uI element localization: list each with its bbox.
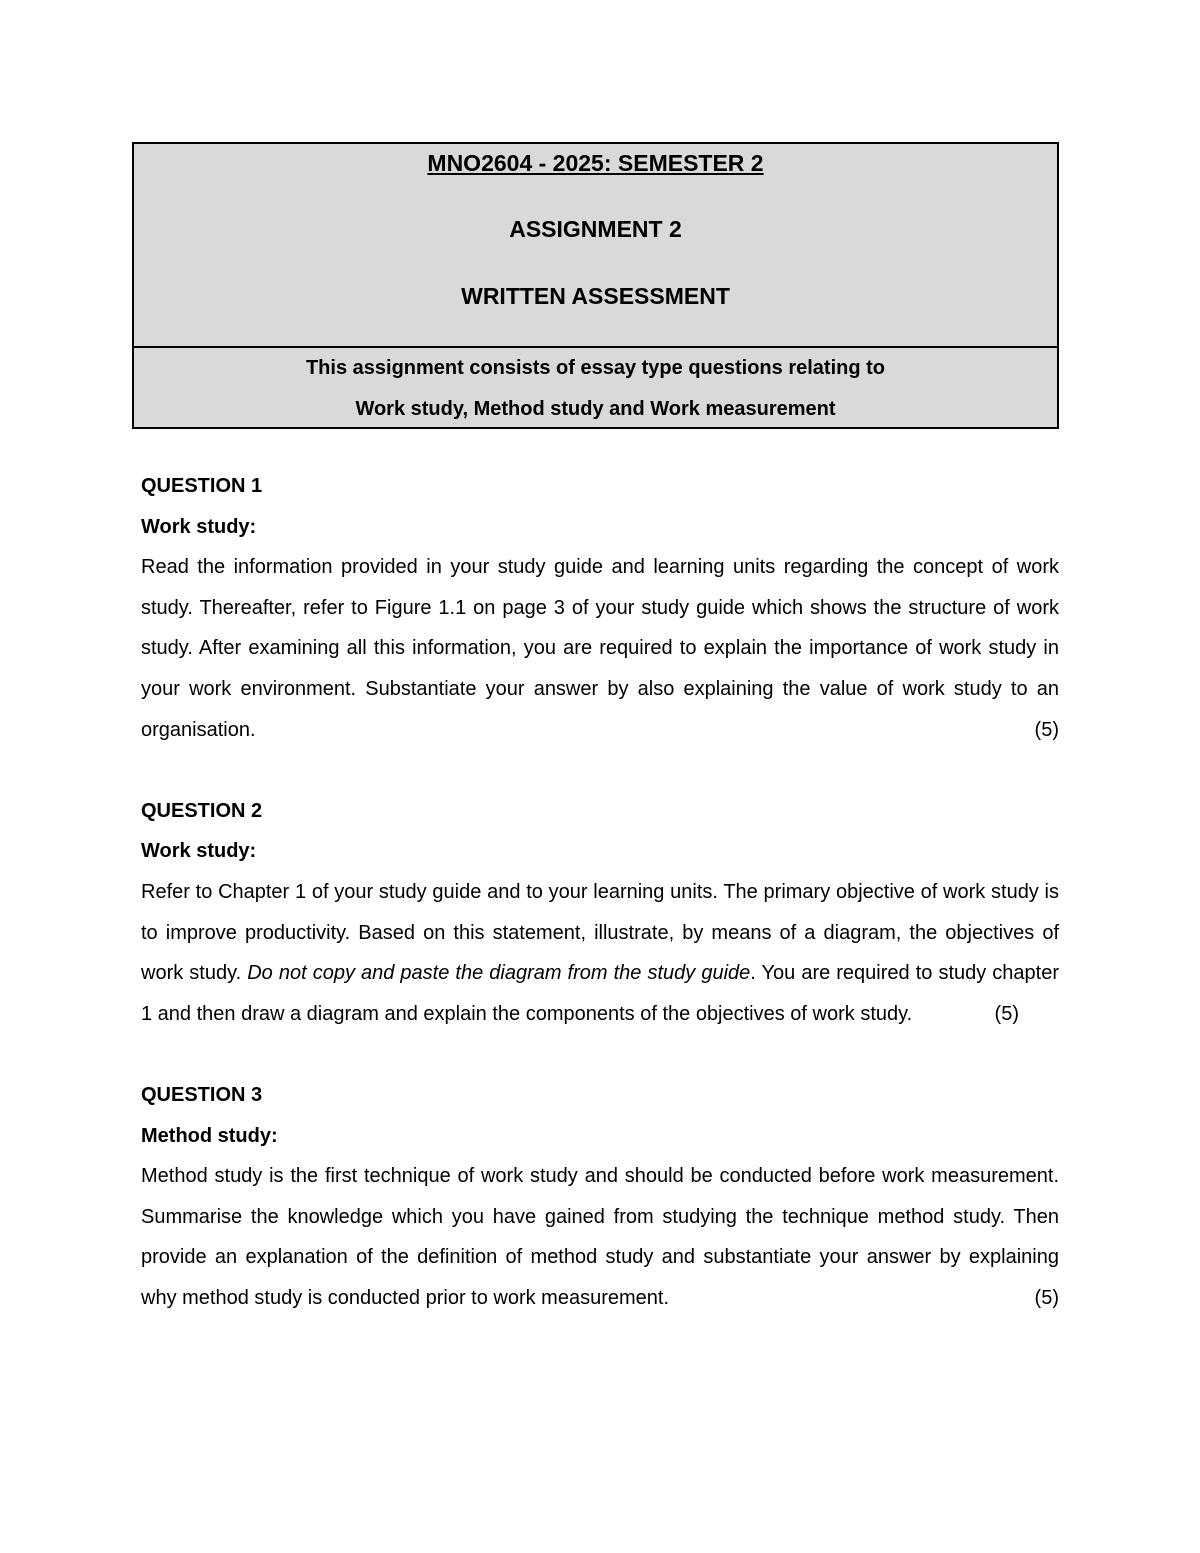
question-2 xyxy=(141,791,1059,1035)
question-text: Method study is the first technique of work study and should be conducted before work measurement. Summarise the knowledge which you have gained from studying the technique method study. Then provide an explanation of the definition of method study and substantiate your answer by explaining why method study is conducted prior to work measurement. (5) xyxy=(141,1156,1059,1318)
question-topic: Work study: xyxy=(141,840,257,863)
instruction-emphasis: Do not copy and paste the diagram from the study guide xyxy=(247,962,751,985)
assignment-header-box xyxy=(132,142,1059,429)
question-marks: (5) xyxy=(994,1002,1019,1025)
assignment-number: ASSIGNMENT 2 xyxy=(509,216,682,242)
description-line-1: This assignment consists of essay type questions relating to xyxy=(305,357,886,379)
question-text: Refer to Chapter 1 of your study guide and to your learning units. The primary objective of work study is to improve productivity. Based on this statement, illustrate, by means of a diagram, the objectives of work study. Do not copy and paste the diagram from the study guide. You are required to study chapter 1 and then draw a diagram and explain the components of the objectives of work study. (5) xyxy=(141,872,1059,1034)
header-titles xyxy=(134,144,1057,348)
questions xyxy=(141,466,1059,1359)
question-1 xyxy=(141,466,1059,750)
question-heading: QUESTION 1 xyxy=(141,475,263,497)
assessment-type: WRITTEN ASSESSMENT xyxy=(461,283,730,309)
question-text: Read the information provided in your study guide and learning units regarding the concept of work study. Thereafter, refer to Figure 1.1 on page 3 of your study guide which shows the structure of work study. After examining all this information, you are required to explain the importance of work study in your work environment. Substantiate your answer by also explaining the value of work study to an organisation. (5) xyxy=(141,547,1059,750)
question-topic: Method study: xyxy=(141,1124,278,1147)
question-3 xyxy=(141,1075,1059,1319)
description-line-2: Work study, Method study and Work measurement xyxy=(355,398,836,420)
question-heading: QUESTION 2 xyxy=(141,799,263,822)
assignment-description xyxy=(134,348,1057,430)
question-heading: QUESTION 3 xyxy=(141,1083,263,1106)
question-topic: Work study: xyxy=(141,515,257,538)
course-title: MNO2604 - 2025: SEMESTER 2 xyxy=(427,150,764,176)
question-marks: (5) xyxy=(1034,1286,1059,1309)
question-marks: (5) xyxy=(1034,718,1059,741)
